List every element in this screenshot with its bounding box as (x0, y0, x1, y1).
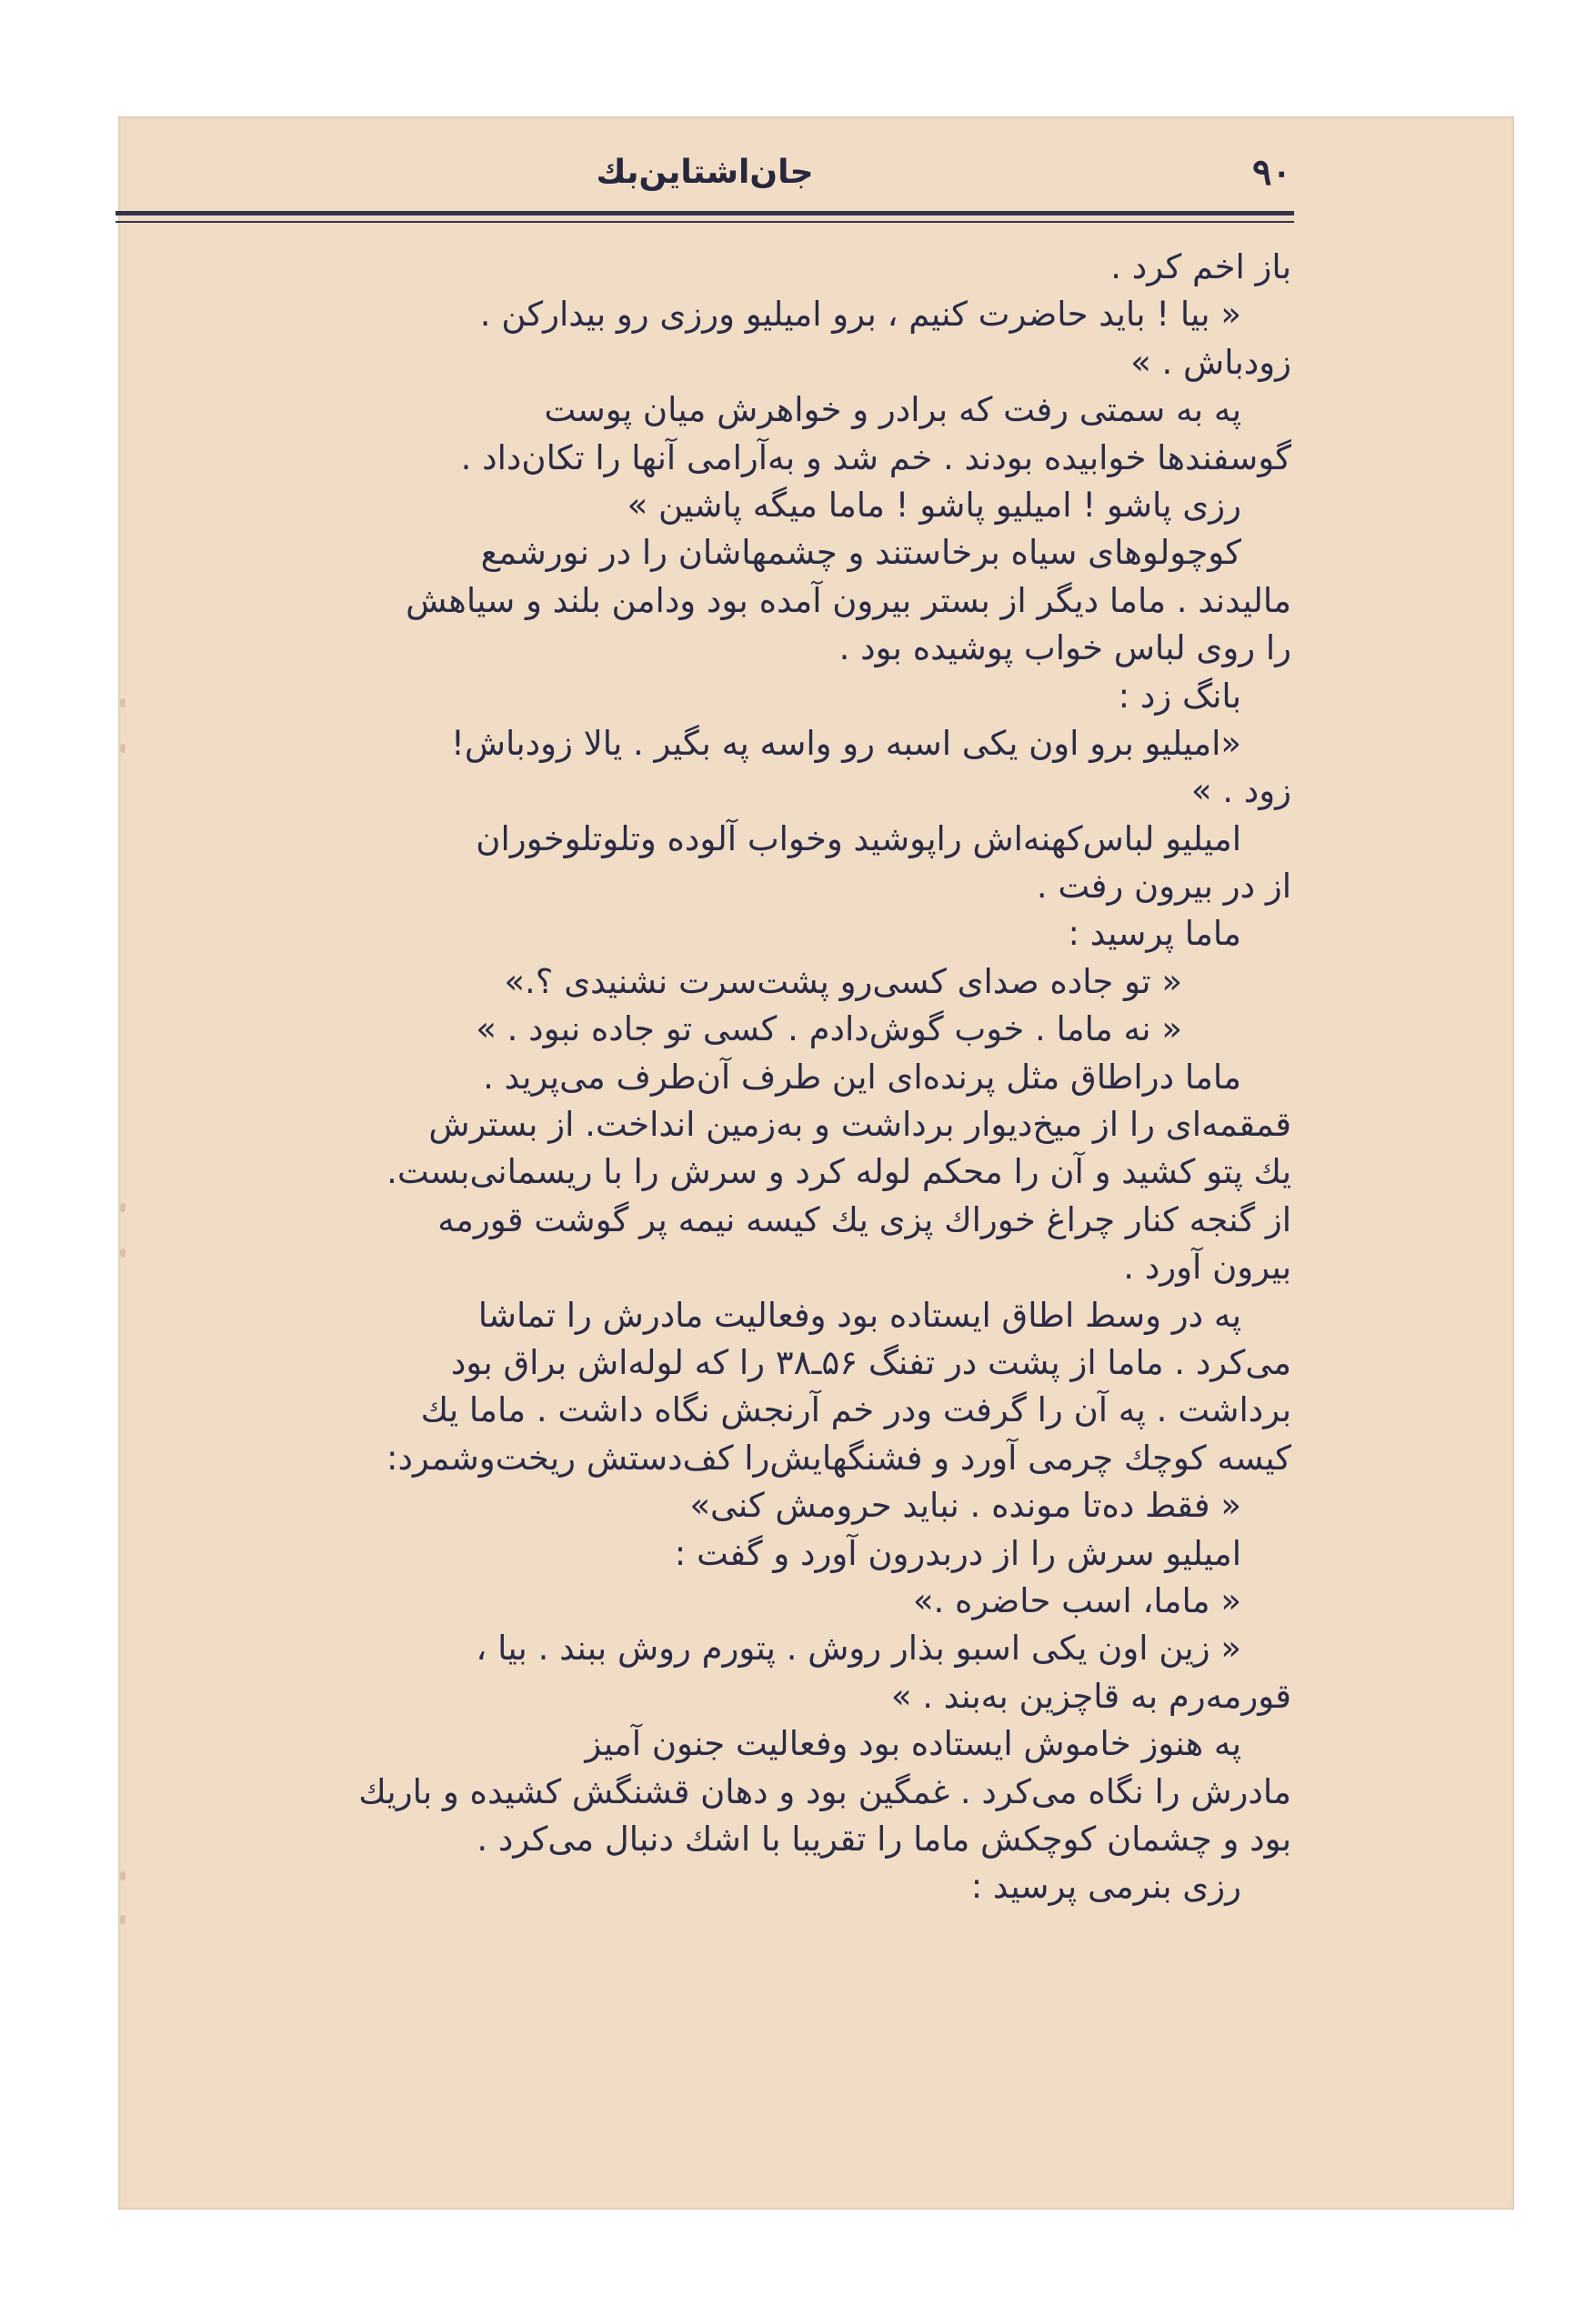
text-line: گوسفندها خوابیده بودند . خم شد و به‌آرامی آنها را تکان‌داد . (460, 437, 1291, 477)
text-line: زودباش . » (1130, 342, 1291, 382)
text-line: بود و چشمان کوچکش ماما را تقریبا با اشك دنبال می‌کرد . (477, 1819, 1291, 1859)
text-line: په به سمتی رفت که برادر و خواهرش میان پوست (544, 390, 1241, 430)
header-rule-thin (115, 221, 1294, 223)
text-line: رزی پاشو ! امیلیو پاشو ! ماما میگه پاشین » (627, 485, 1241, 525)
body-text (227, 244, 1291, 1911)
text-line: « ماما، اسب حاضره .» (912, 1580, 1241, 1620)
binding-hole (120, 1203, 125, 1212)
page-header (118, 141, 1291, 205)
text-line: کیسه کوچك چرمی آورد و فشنگهایش‌را کف‌دستش ریخت‌وشمرد: (386, 1438, 1291, 1478)
text-line: از در بیرون رفت . (1036, 867, 1291, 907)
text-line: بیرون آورد . (1123, 1248, 1291, 1288)
text-line: برداشت . په آن را گرفت ودر خم آرنجش نگاه داشت . ماما یك (420, 1390, 1291, 1430)
text-line: ماما دراطاق مثل پرنده‌ای این طرف آن‌طرف می‌پرید . (483, 1057, 1241, 1097)
text-line: « بیا ! باید حاضرت کنیم ، برو امیلیو ورزی رو بیدارکن . (479, 295, 1241, 335)
text-line: « فقط ده‌تا مونده . نباید حرومش کنی» (689, 1486, 1241, 1526)
text-line: کوچولوهای سیاه برخاستند و چشمهاشان را در نورشمع (480, 533, 1241, 573)
text-line: مالیدند . ماما دیگر از بستر بیرون آمده بود ودامن بلند و سیاهش (406, 580, 1291, 620)
text-line: مادرش را نگاه می‌کرد . غمگین بود و دهان قشنگش کشیده و باریك (358, 1771, 1291, 1811)
binding-hole (120, 1248, 125, 1258)
text-line: یك پتو کشید و آن را محکم لوله کرد و سرش را با ریسمانی‌بست. (386, 1152, 1291, 1192)
text-line: « نه ماما . خوب گوش‌دادم . کسی تو جاده نبود . » (476, 1009, 1182, 1049)
text-line: باز اخم کرد . (1110, 247, 1291, 286)
text-line: په هنوز خاموش ایستاده بود وفعالیت جنون آمیز (585, 1724, 1241, 1764)
running-title: جان‌اشتاین‌بك (596, 154, 814, 191)
text-line: رزی بنرمی پرسید : (970, 1867, 1241, 1907)
text-line: امیلیو سرش را از دربدرون آورد و گفت : (674, 1533, 1241, 1573)
text-line: په در وسط اطاق ایستاده بود وفعالیت مادرش را تماشا (477, 1295, 1241, 1335)
text-line: «امیلیو برو اون یکی اسبه رو واسه په بگیر . یالا زودباش! (451, 723, 1241, 763)
text-line: « زین اون یکی اسبو بذار روش . پتورم روش ببند . بیا ، (476, 1629, 1241, 1669)
text-line: « تو جاده صدای کسی‌رو پشت‌سرت نشنیدی ؟.» (504, 961, 1182, 1001)
text-line: بانگ زد : (1118, 676, 1241, 716)
binding-hole (120, 1915, 125, 1924)
text-line: امیلیو لباس‌کهنه‌اش راپوشید وخواب آلوده وتلوتلوخوران (476, 818, 1241, 858)
text-line: قمقمه‌ای را از میخ‌دیوار برداشت و به‌زمین انداخت. از بسترش (428, 1105, 1291, 1145)
text-line: قورمه‌رم به قاچزین به‌بند . » (890, 1676, 1291, 1716)
binding-hole (120, 744, 125, 753)
text-line: ماما پرسید : (1068, 914, 1241, 954)
text-line: را روی لباس خواب پوشیده بود . (838, 628, 1291, 668)
header-rule-thick (115, 211, 1294, 216)
text-line: از گنجه کنار چراغ خوراك پزی یك کیسه نیمه پر گوشت قورمه (437, 1199, 1291, 1239)
binding-hole (120, 1871, 125, 1880)
text-line: می‌کرد . ماما از پشت در تفنگ ۵۶ـ۳۸ را که لوله‌اش براق بود (450, 1342, 1291, 1382)
binding-hole (120, 698, 125, 707)
text-line: زود . » (1190, 771, 1291, 811)
page-number: ۹۰ (1252, 151, 1291, 194)
